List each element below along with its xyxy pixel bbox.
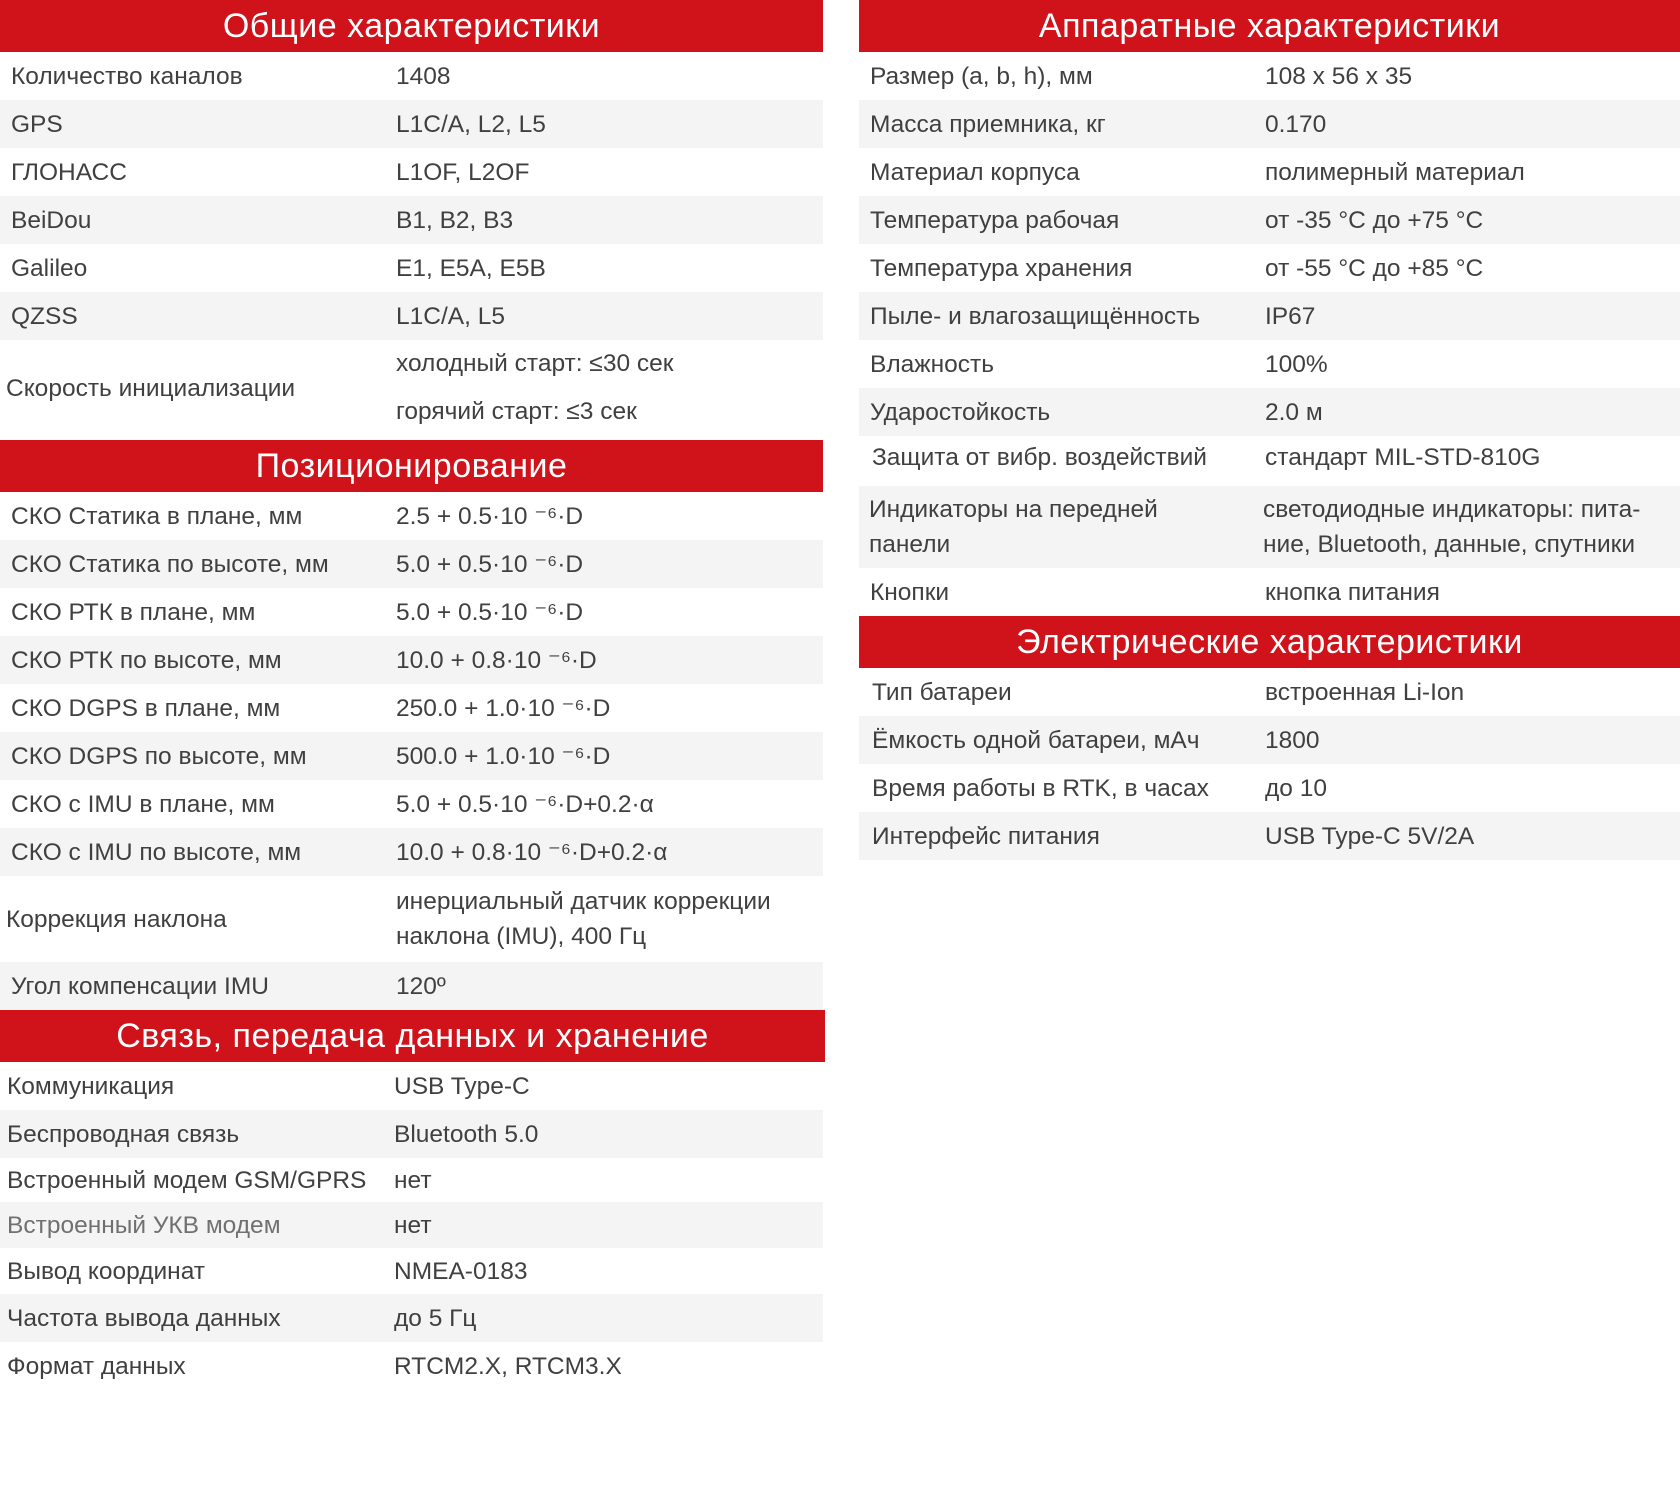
spec-value: 120º xyxy=(396,972,446,1000)
table-row xyxy=(0,876,823,962)
table-row xyxy=(0,1062,823,1110)
spec-key: Температура хранения xyxy=(870,254,1133,282)
spec-value: 1800 xyxy=(1265,726,1320,754)
spec-table-positioning xyxy=(0,492,823,1010)
spec-key: ГЛОНАСС xyxy=(11,158,127,186)
spec-key: Ударостойкость xyxy=(870,398,1051,426)
spec-value: 108 x 56 x 35 xyxy=(1265,62,1413,90)
spec-key: Размер (a, b, h), мм xyxy=(870,62,1093,90)
spec-key: QZSS xyxy=(11,302,78,330)
spec-value: 1408 xyxy=(396,62,451,90)
table-row xyxy=(859,486,1680,568)
table-row xyxy=(0,100,823,148)
spec-value: E1, E5A, E5B xyxy=(396,254,546,282)
table-row xyxy=(859,668,1680,716)
spec-key: Защита от вибр. воздействий xyxy=(872,444,1207,471)
table-row xyxy=(0,340,823,436)
spec-value-line: ние, Bluetooth, данные, спутники xyxy=(1263,531,1636,558)
spec-value-line: холодный старт: ≤30 сек xyxy=(396,350,674,377)
table-row xyxy=(859,340,1680,388)
table-row xyxy=(0,1202,823,1248)
table-row xyxy=(859,764,1680,812)
table-row xyxy=(859,148,1680,196)
spec-value: B1, B2, B3 xyxy=(396,206,514,234)
spec-value xyxy=(386,884,823,954)
spec-value-line: светодиодные индикаторы: пита- xyxy=(1263,496,1641,523)
table-row xyxy=(859,196,1680,244)
spec-value: до 5 Гц xyxy=(394,1304,477,1332)
spec-table-hardware xyxy=(859,52,1680,616)
table-row xyxy=(0,636,823,684)
section-header-comm: Связь, передача данных и хранение xyxy=(0,1010,825,1062)
table-row xyxy=(0,292,823,340)
spec-key: Вывод координат xyxy=(7,1257,206,1285)
spec-key: BeiDou xyxy=(11,206,92,234)
spec-value: от -35 °C до +75 °C xyxy=(1265,206,1484,234)
table-row xyxy=(859,52,1680,100)
spec-value: L1C/A, L5 xyxy=(396,302,505,330)
spec-value: 5.0 + 0.5·10 ⁻⁶·D xyxy=(396,550,584,578)
table-row xyxy=(0,492,823,540)
spec-key: Температура рабочая xyxy=(870,206,1120,234)
spec-key-line: панели xyxy=(869,531,951,558)
table-row xyxy=(859,100,1680,148)
spec-key: Скорость инициализации xyxy=(6,374,296,402)
spec-key: СКО с IMU в плане, мм xyxy=(11,790,275,818)
table-row xyxy=(859,812,1680,860)
spec-key: СКО DGPS по высоте, мм xyxy=(11,742,307,770)
table-row xyxy=(0,732,823,780)
table-row xyxy=(859,244,1680,292)
table-row xyxy=(0,684,823,732)
spec-key: Коммуникация xyxy=(7,1072,175,1100)
table-row xyxy=(0,1158,823,1202)
spec-value: 250.0 + 1.0·10 ⁻⁶·D xyxy=(396,694,611,722)
spec-value-line: наклона (IMU), 400 Гц xyxy=(396,923,647,950)
section-header-hardware: Аппаратные характеристики xyxy=(859,0,1680,52)
table-row xyxy=(0,962,823,1010)
spec-value: стандарт MIL-STD-810G xyxy=(1265,444,1541,471)
spec-key: Galileo xyxy=(11,254,88,282)
table-row xyxy=(0,52,823,100)
table-row xyxy=(0,828,823,876)
spec-value: полимерный материал xyxy=(1265,158,1525,186)
spec-key: Угол компенсации IMU xyxy=(11,972,269,1000)
spec-value: 10.0 + 0.8·10 ⁻⁶·D xyxy=(396,646,597,674)
spec-key: Кнопки xyxy=(870,578,950,606)
table-row xyxy=(0,148,823,196)
table-row xyxy=(859,292,1680,340)
table-row xyxy=(0,244,823,292)
spec-key: Встроенный модем GSM/GPRS xyxy=(7,1166,367,1194)
spec-key: Тип батареи xyxy=(872,678,1012,706)
spec-key: СКО DGPS в плане, мм xyxy=(11,694,281,722)
spec-value: 5.0 + 0.5·10 ⁻⁶·D xyxy=(396,598,584,626)
spec-value xyxy=(386,340,823,436)
spec-key: Время работы в RTK, в часах xyxy=(872,774,1209,802)
spec-value: RTCM2.X, RTCM3.X xyxy=(394,1352,622,1380)
spec-value: 2.0 м xyxy=(1265,398,1323,426)
spec-value xyxy=(1255,492,1680,562)
section-header-general: Общие характеристики xyxy=(0,0,823,52)
right-column xyxy=(859,0,1680,860)
spec-value: до 10 xyxy=(1265,774,1327,802)
spec-value: NMEA-0183 xyxy=(394,1257,528,1285)
table-row xyxy=(0,588,823,636)
spec-value: 5.0 + 0.5·10 ⁻⁶·D+0.2·α xyxy=(396,790,654,818)
spec-table-electrical xyxy=(859,668,1680,860)
spec-value: 2.5 + 0.5·10 ⁻⁶·D xyxy=(396,502,584,530)
spec-key: Интерфейс питания xyxy=(872,822,1100,850)
table-row xyxy=(0,1342,823,1390)
section-header-electrical: Электрические характеристики xyxy=(859,616,1680,668)
spec-value: USB Type-C xyxy=(394,1072,530,1100)
spec-value: L1C/A, L2, L5 xyxy=(396,110,546,138)
table-row xyxy=(0,540,823,588)
spec-key: Пыле- и влагозащищённость xyxy=(870,302,1201,330)
spec-value: нет xyxy=(394,1211,432,1239)
spec-key: Беспроводная связь xyxy=(7,1120,240,1148)
spec-key: Влажность xyxy=(870,350,995,378)
spec-key: СКО Статика по высоте, мм xyxy=(11,550,329,578)
table-row xyxy=(859,716,1680,764)
left-column xyxy=(0,0,823,1390)
table-row xyxy=(0,196,823,244)
spec-value: 100% xyxy=(1265,350,1328,378)
spec-value: от -55 °C до +85 °C xyxy=(1265,254,1484,282)
spec-value: Bluetooth 5.0 xyxy=(394,1120,539,1148)
spec-key: Масса приемника, кг xyxy=(870,110,1106,138)
table-row xyxy=(0,1294,823,1342)
spec-value: 0.170 xyxy=(1265,110,1327,138)
spec-value: нет xyxy=(394,1166,432,1194)
spec-key: Материал корпуса xyxy=(870,158,1080,186)
spec-key: Количество каналов xyxy=(11,62,243,90)
spec-value: 500.0 + 1.0·10 ⁻⁶·D xyxy=(396,742,611,770)
spec-value: встроенная Li-Ion xyxy=(1265,678,1465,706)
spec-key: GPS xyxy=(11,110,63,138)
table-row xyxy=(0,1110,823,1158)
spec-key: Формат данных xyxy=(7,1352,186,1380)
spec-key: Ёмкость одной батареи, мАч xyxy=(872,726,1200,754)
spec-key: СКО РТК в плане, мм xyxy=(11,598,256,626)
section-header-positioning: Позиционирование xyxy=(0,440,823,492)
spec-key: Встроенный УКВ модем xyxy=(7,1211,281,1239)
spec-table-general xyxy=(0,52,823,436)
spec-key: СКО Статика в плане, мм xyxy=(11,502,303,530)
spec-key: СКО РТК по высоте, мм xyxy=(11,646,282,674)
spec-table-comm xyxy=(0,1062,823,1390)
spec-value: 10.0 + 0.8·10 ⁻⁶·D+0.2·α xyxy=(396,838,668,866)
table-row xyxy=(0,1248,823,1294)
table-row xyxy=(0,780,823,828)
spec-key-line: Индикаторы на передней xyxy=(869,496,1158,523)
spec-key: Частота вывода данных xyxy=(7,1304,281,1332)
spec-value: USB Type-C 5V/2A xyxy=(1265,822,1475,850)
spec-value-line: инерциальный датчик коррекции xyxy=(396,888,771,915)
spec-key: Коррекция наклона xyxy=(6,905,227,933)
table-row xyxy=(859,436,1680,482)
spec-value: L1OF, L2OF xyxy=(396,158,530,186)
spec-value-line: горячий старт: ≤3 сек xyxy=(396,398,637,425)
spec-value: кнопка питания xyxy=(1265,578,1440,606)
table-row xyxy=(859,568,1680,616)
spec-key xyxy=(859,492,1255,562)
spec-value: IP67 xyxy=(1265,302,1316,330)
spec-key: СКО с IMU по высоте, мм xyxy=(11,838,302,866)
table-row xyxy=(859,388,1680,436)
